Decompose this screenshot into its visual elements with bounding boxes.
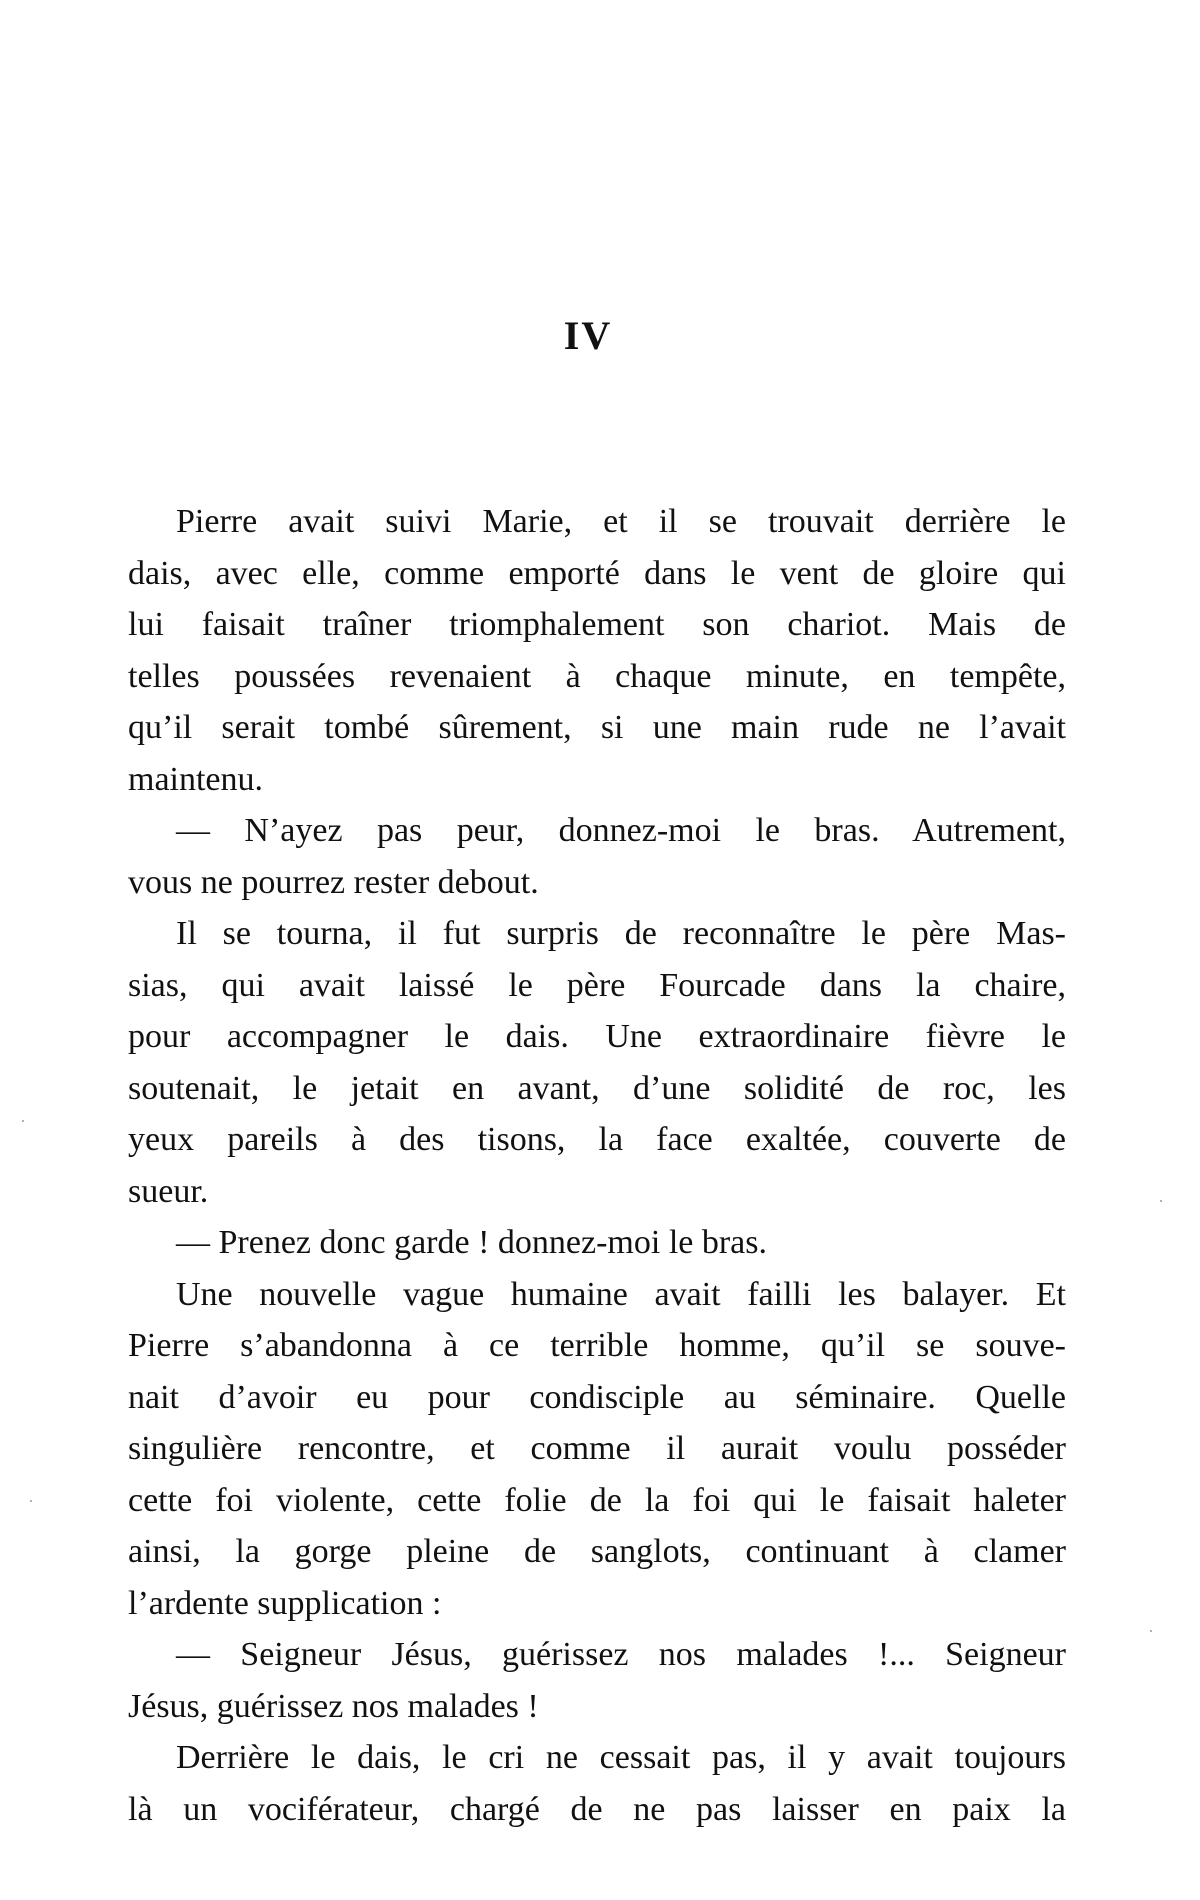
text-line: l’ardente supplication : bbox=[128, 1584, 442, 1622]
scan-speck bbox=[1150, 1630, 1152, 1632]
text-line: maintenu. bbox=[128, 760, 264, 798]
text-line: — N’ayez pas peur, donnez-moi le bras. Autrement, bbox=[176, 812, 1066, 849]
text-line: singulière rencontre, et comme il aurait voulu posséder bbox=[128, 1430, 1066, 1467]
text-line: Jésus, guérissez nos malades ! bbox=[128, 1687, 539, 1725]
text-line: sias, qui avait laissé le père Fourcade dans la chaire, bbox=[128, 966, 1066, 1004]
scan-speck bbox=[22, 1120, 24, 1122]
text-line: ainsi, la gorge pleine de sanglots, continuant à clamer bbox=[128, 1533, 1066, 1570]
scan-speck bbox=[30, 1500, 32, 1502]
text-line: Pierre s’abandonna à ce terrible homme, qu’il se souve- bbox=[128, 1327, 1066, 1364]
text-line: là un vociférateur, chargé de ne pas laisser en paix la bbox=[128, 1790, 1066, 1828]
text-line: qu’il serait tombé sûrement, si une main rude ne l’avait bbox=[128, 709, 1066, 746]
text-line: pour accompagner le dais. Une extraordinaire fièvre le bbox=[128, 1018, 1066, 1055]
scan-speck bbox=[1160, 1200, 1162, 1202]
text-line: — Seigneur Jésus, guérissez nos malades !... Seigneur bbox=[176, 1636, 1066, 1673]
text-line: sueur. bbox=[128, 1172, 209, 1210]
text-line: vous ne pourrez rester debout. bbox=[128, 863, 539, 901]
text-line: — Prenez donc garde ! donnez-moi le bras. bbox=[176, 1224, 767, 1261]
text-line: nait d’avoir eu pour condisciple au séminaire. Quelle bbox=[128, 1378, 1066, 1416]
text-line: cette foi violente, cette folie de la foi qui le faisait haleter bbox=[128, 1481, 1066, 1519]
text-line: dais, avec elle, comme emporté dans le vent de gloire qui bbox=[128, 554, 1066, 592]
text-line: Pierre avait suivi Marie, et il se trouvait derrière le bbox=[176, 503, 1066, 540]
text-line: soutenait, le jetait en avant, d’une solidité de roc, les bbox=[128, 1069, 1066, 1107]
text-line: lui faisait traîner triomphalement son chariot. Mais de bbox=[128, 606, 1066, 643]
text-line: yeux pareils à des tisons, la face exaltée, couverte de bbox=[128, 1121, 1066, 1158]
text-line: Une nouvelle vague humaine avait failli les balayer. Et bbox=[176, 1275, 1066, 1313]
chapter-heading: IV bbox=[563, 313, 613, 358]
text-line: telles poussées revenaient à chaque minute, en tempête, bbox=[128, 657, 1066, 695]
body-text bbox=[128, 496, 1066, 1835]
text-line: Il se tourna, il fut surpris de reconnaître le père Mas- bbox=[176, 915, 1066, 952]
text-line: Derrière le dais, le cri ne cessait pas, il y avait toujours bbox=[176, 1739, 1066, 1776]
